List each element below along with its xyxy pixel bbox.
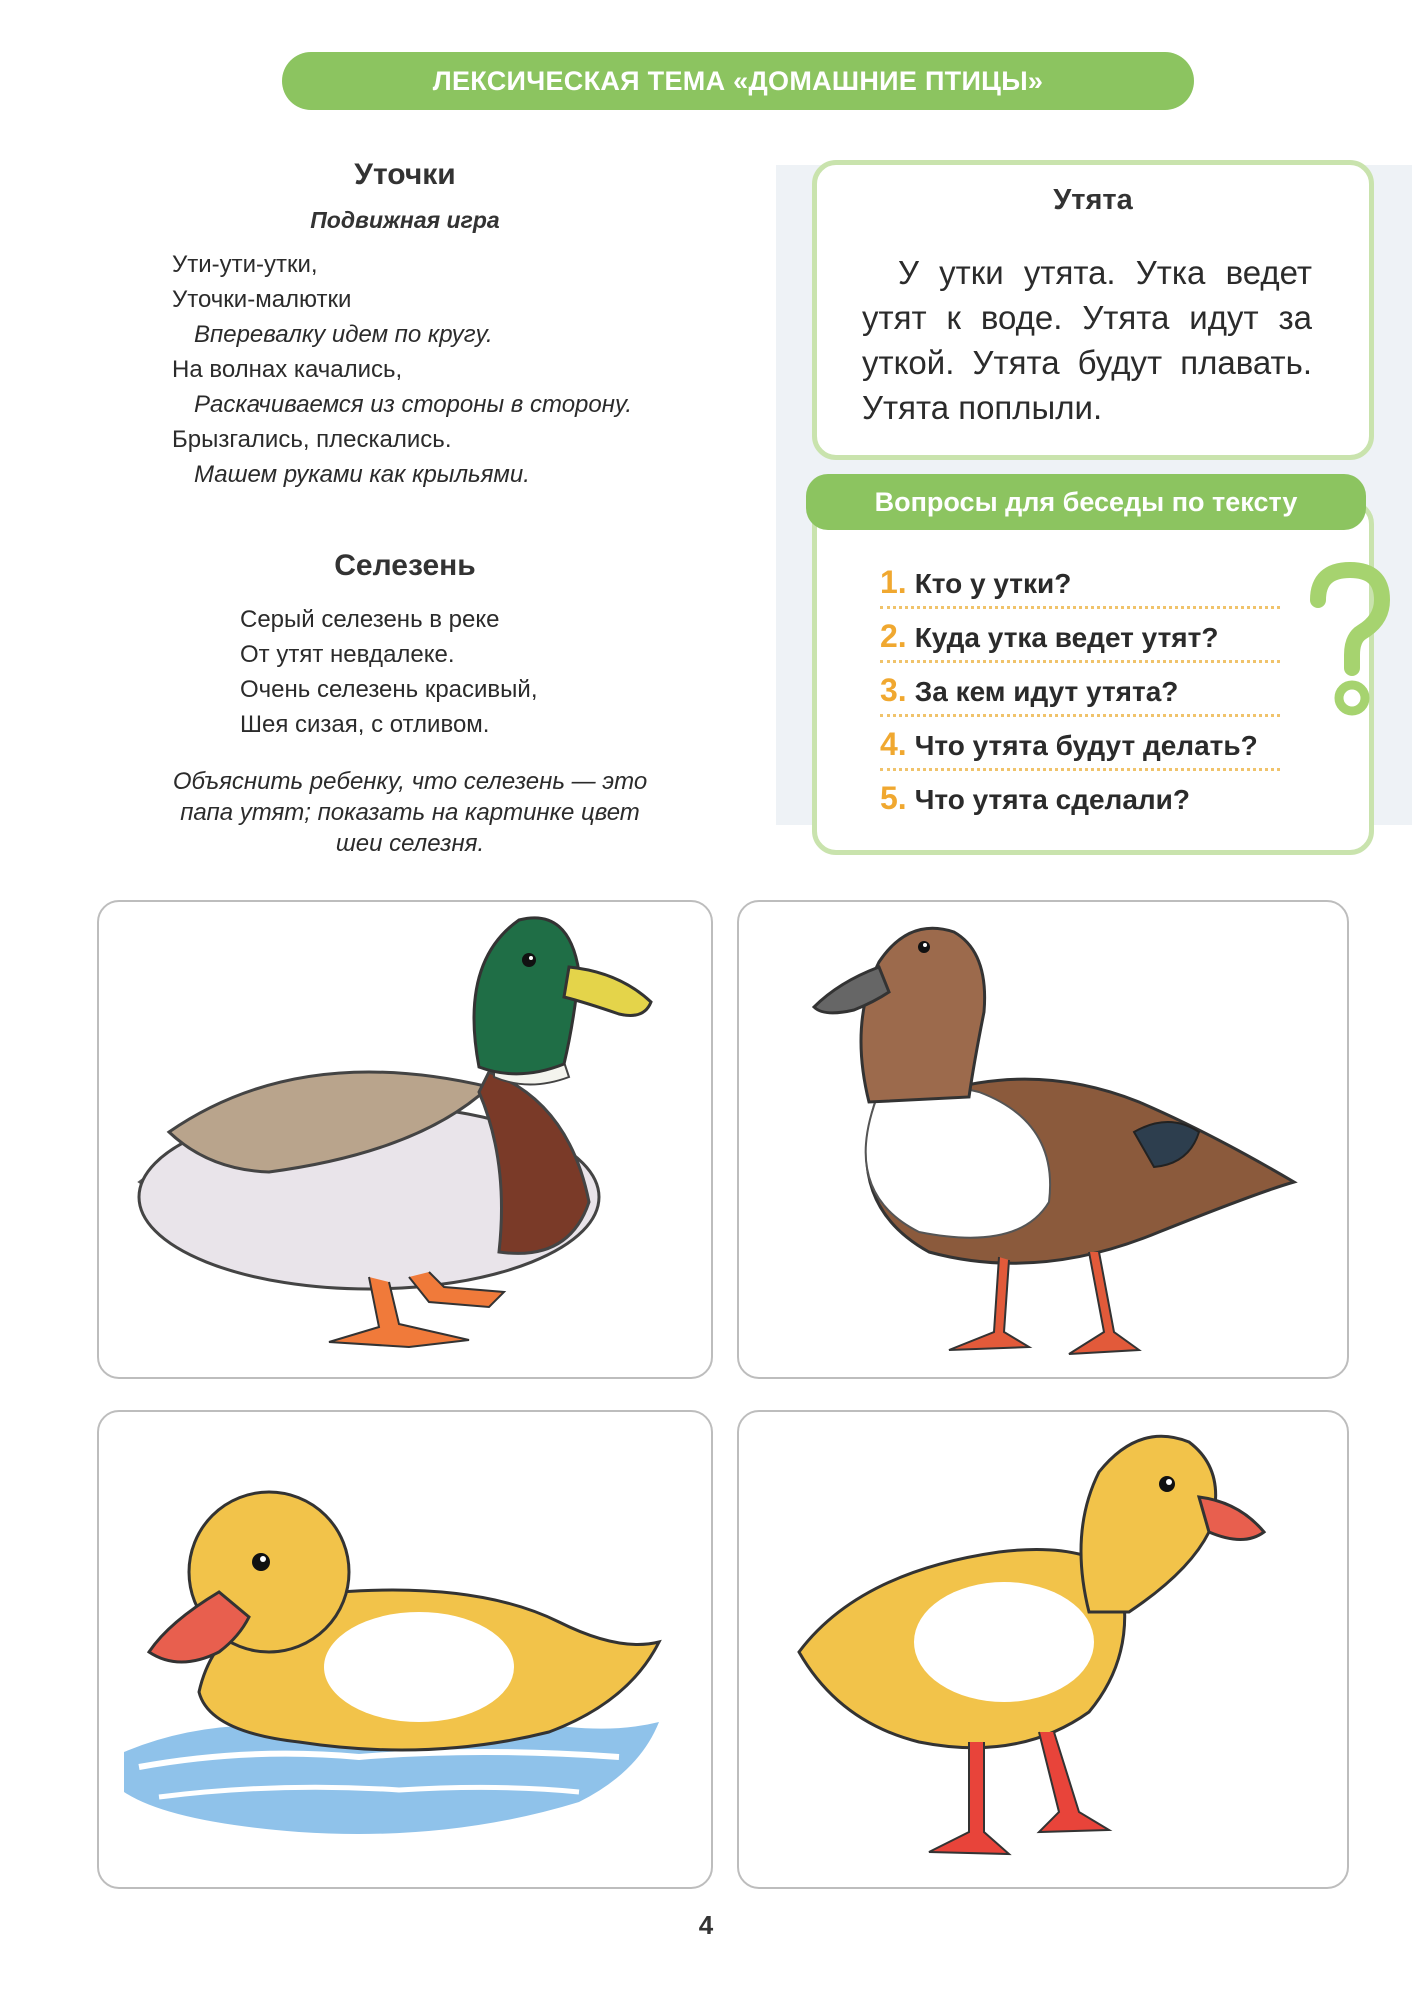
poem-title: Селезень [334,549,476,582]
question-item [880,666,1280,717]
game-poem [172,247,732,492]
picture-card-swimming-duckling [97,1410,713,1889]
standing-duckling-illustration [739,1412,1347,1887]
game-action-line: Машем руками как крыльями. [194,461,530,488]
game-action-line: Раскачиваемся из стороны в сторону. [194,391,632,418]
question-item [880,720,1280,771]
game-line: Уточки-малютки [172,286,352,313]
question-text: За кем идут утята? [914,676,1179,707]
poem-line: От утят невдалеке. [240,641,455,668]
swimming-duckling-illustration [99,1412,711,1887]
question-number: 2. [880,618,907,654]
question-text: Что утята будут делать? [914,730,1258,761]
question-number: 5. [880,780,907,816]
story-text: У утки утята. Утка ведет утят к воде. Утята идут за уткой. Утята будут плавать. Утята поплыли. [862,254,1312,426]
poem-text [240,602,640,742]
game-line: Ути-ути-утки, [172,251,318,278]
game-line: Брызгались, плескались. [172,426,452,453]
question-number: 4. [880,726,907,762]
page-number: 4 [698,1910,714,1940]
drake-illustration [99,902,711,1377]
picture-card-drake [97,900,713,1379]
question-item [880,612,1280,663]
game-action-line: Вперевалку идем по кругу. [194,321,493,348]
game-title: Уточки [354,158,456,191]
question-number: 1. [880,564,907,600]
question-mark-icon [1300,560,1400,720]
question-item [880,558,1280,609]
question-text: Куда утка ведет утят? [914,622,1219,653]
poem-line: Серый селезень в реке [240,606,500,633]
poem-line: Шея сизая, с отливом. [240,711,490,738]
questions-title: Вопросы для беседы по тексту [806,474,1366,530]
picture-card-duck [737,900,1349,1379]
parent-note: Объяснить ребенку, что селезень — это папа утят; показать на картинке цвет шеи селезня. [172,768,648,857]
story-title: Утята [1053,184,1133,216]
game-line: На волнах качались, [172,356,403,383]
question-number: 3. [880,672,907,708]
question-item [880,774,1280,822]
poem-line: Очень селезень красивый, [240,676,538,703]
picture-card-standing-duckling [737,1410,1349,1889]
question-text: Что утята сделали? [914,784,1190,815]
question-text: Кто у утки? [914,568,1072,599]
page-header-banner: ЛЕКСИЧЕСКАЯ ТЕМА «ДОМАШНИЕ ПТИЦЫ» [282,52,1194,110]
duck-illustration [739,902,1347,1377]
game-subtitle: Подвижная игра [310,207,500,233]
